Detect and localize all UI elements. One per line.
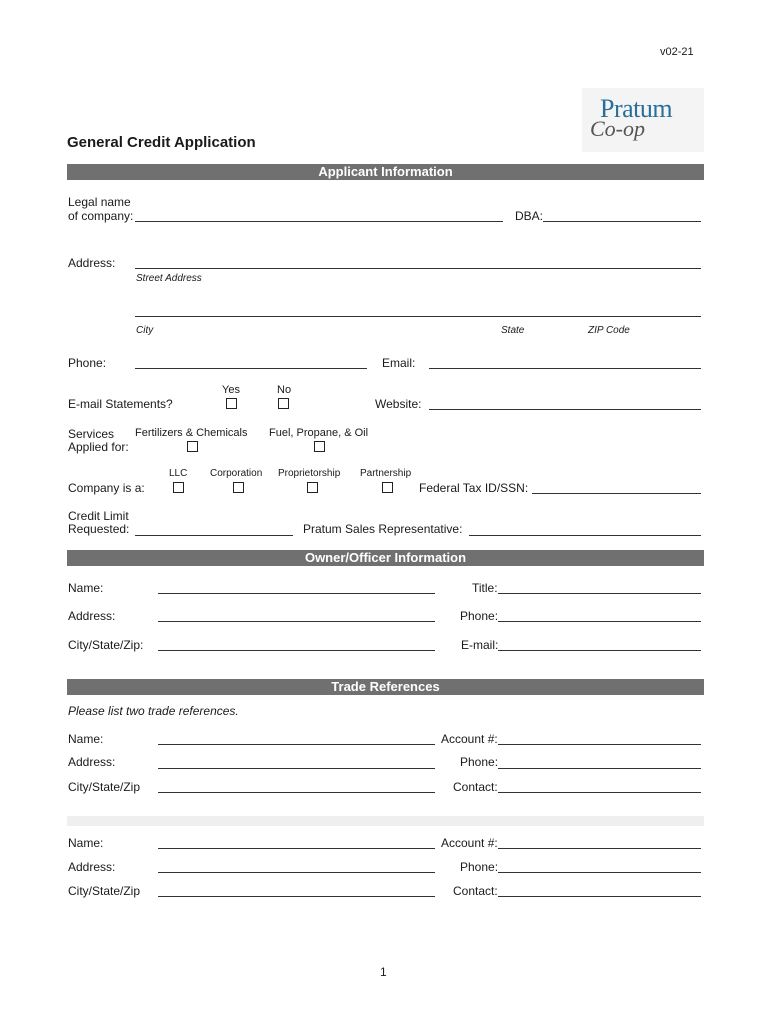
ref2-name-label: Name: (68, 836, 104, 850)
credit-limit-label-1: Credit Limit (68, 509, 129, 523)
street-address-field[interactable] (135, 268, 701, 269)
ref1-city-label: City/State/Zip (68, 780, 141, 794)
ref2-address-label: Address: (68, 860, 116, 874)
corporation-checkbox[interactable] (233, 482, 244, 493)
section-owner-information: Owner/Officer Information (67, 550, 704, 566)
email-statements-no-checkbox[interactable] (278, 398, 289, 409)
service-fuel-label: Fuel, Propane, & Oil (269, 427, 369, 439)
owner-city-label: City/State/Zip: (68, 638, 144, 652)
owner-phone-field[interactable] (498, 621, 701, 622)
website-label: Website: (375, 397, 422, 411)
ref2-city-label: City/State/Zip (68, 884, 141, 898)
ref2-contact-field[interactable] (498, 896, 701, 897)
proprietorship-label: Proprietorship (278, 468, 341, 479)
sales-rep-field[interactable] (469, 535, 701, 536)
tax-id-field[interactable] (532, 493, 701, 494)
dba-field[interactable] (543, 221, 701, 222)
city-state-zip-field[interactable] (135, 316, 701, 317)
partnership-checkbox[interactable] (382, 482, 393, 493)
ref1-city-field[interactable] (158, 792, 435, 793)
page-number: 1 (380, 965, 387, 979)
logo-line2: Co-op (590, 116, 645, 141)
owner-address-label: Address: (68, 609, 116, 623)
email-statements-yes-checkbox[interactable] (226, 398, 237, 409)
ref2-account-label: Account #: (441, 836, 498, 850)
ref1-address-field[interactable] (158, 768, 435, 769)
company-is-label: Company is a: (68, 481, 145, 495)
owner-address-field[interactable] (158, 621, 435, 622)
address-label: Address: (68, 256, 116, 270)
llc-checkbox[interactable] (173, 482, 184, 493)
phone-label: Phone: (68, 356, 107, 370)
ref1-contact-field[interactable] (498, 792, 701, 793)
credit-limit-label-2: Requested: (68, 522, 130, 536)
corporation-label: Corporation (210, 468, 263, 479)
version-label: v02-21 (660, 46, 694, 58)
ref1-account-label: Account #: (441, 732, 498, 746)
logo-line1: Pratum (600, 94, 673, 123)
ref1-phone-label: Phone: (460, 755, 499, 769)
ref1-address-label: Address: (68, 755, 116, 769)
ref1-name-field[interactable] (158, 744, 435, 745)
owner-phone-label: Phone: (460, 609, 499, 623)
ref1-account-field[interactable] (498, 744, 701, 745)
legal-name-label-1: Legal name (68, 195, 131, 209)
section-trade-references: Trade References (67, 679, 704, 695)
reference-divider (67, 816, 704, 826)
service-fuel-checkbox[interactable] (314, 441, 325, 452)
tax-id-label: Federal Tax ID/SSN: (419, 481, 529, 495)
proprietorship-checkbox[interactable] (307, 482, 318, 493)
street-address-caption: Street Address (136, 273, 202, 284)
service-fertilizers-label: Fertilizers & Chemicals (135, 427, 248, 439)
owner-email-label: E-mail: (461, 638, 499, 652)
ref2-name-field[interactable] (158, 848, 435, 849)
legal-name-field[interactable] (135, 221, 503, 222)
owner-email-field[interactable] (498, 650, 701, 651)
ref2-city-field[interactable] (158, 896, 435, 897)
email-field[interactable] (429, 368, 701, 369)
owner-title-label: Title: (472, 581, 498, 595)
zip-caption: ZIP Code (588, 325, 630, 336)
ref2-phone-field[interactable] (498, 872, 701, 873)
section-applicant-information: Applicant Information (67, 164, 704, 180)
ref1-name-label: Name: (68, 732, 104, 746)
legal-name-label-2: of company: (68, 209, 134, 223)
pratum-coop-logo (582, 88, 704, 152)
email-label: Email: (382, 356, 416, 370)
ref1-phone-field[interactable] (498, 768, 701, 769)
dba-label: DBA: (515, 209, 544, 223)
llc-label: LLC (169, 468, 188, 479)
credit-limit-field[interactable] (135, 535, 293, 536)
owner-city-field[interactable] (158, 650, 435, 651)
form-title: General Credit Application (67, 134, 256, 151)
service-fertilizers-checkbox[interactable] (187, 441, 198, 452)
sales-rep-label: Pratum Sales Representative: (303, 522, 463, 536)
website-field[interactable] (429, 409, 701, 410)
services-label-2: Applied for: (68, 440, 129, 454)
owner-name-field[interactable] (158, 593, 435, 594)
yes-label: Yes (222, 384, 240, 396)
no-label: No (277, 384, 292, 396)
trade-instruction: Please list two trade references. (68, 704, 239, 718)
owner-name-label: Name: (68, 581, 104, 595)
ref1-contact-label: Contact: (453, 780, 498, 794)
ref2-address-field[interactable] (158, 872, 435, 873)
ref2-account-field[interactable] (498, 848, 701, 849)
email-statements-label: E-mail Statements? (68, 397, 173, 411)
partnership-label: Partnership (360, 468, 412, 479)
ref2-contact-label: Contact: (453, 884, 498, 898)
owner-title-field[interactable] (498, 593, 701, 594)
ref2-phone-label: Phone: (460, 860, 499, 874)
phone-field[interactable] (135, 368, 367, 369)
services-label-1: Services (68, 427, 115, 441)
state-caption: State (501, 325, 525, 336)
city-caption: City (136, 325, 154, 336)
